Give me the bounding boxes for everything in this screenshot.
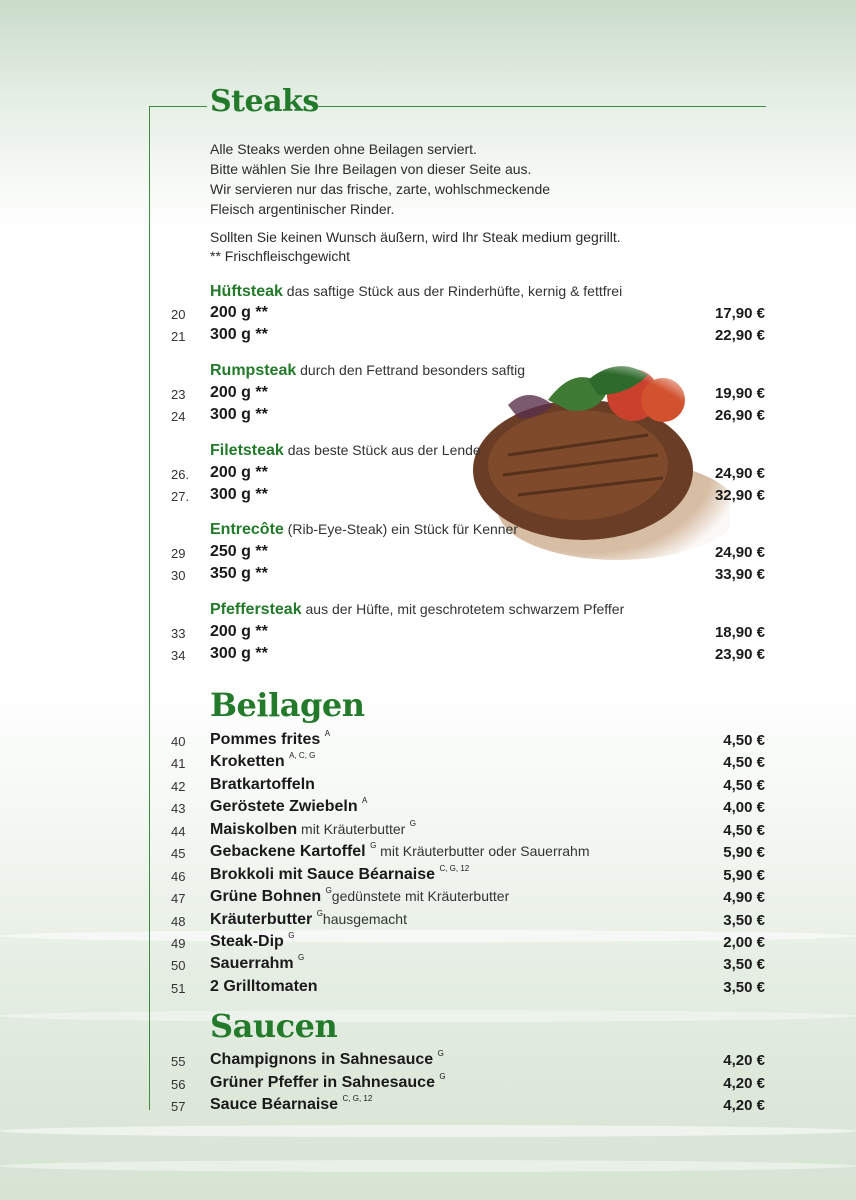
- item-number: 27.: [171, 489, 190, 504]
- item-weight: 200 g **: [210, 304, 268, 321]
- item-number: 21: [171, 329, 186, 344]
- item-weight: 200 g **: [210, 623, 268, 640]
- menu-row: [0, 645, 856, 667]
- menu-row: [0, 1096, 856, 1118]
- item-number: 50: [171, 958, 186, 973]
- item-price: 4,90 €: [723, 889, 765, 906]
- item-price: 26,90 €: [714, 407, 765, 424]
- item-note: mit Kräuterbutter: [297, 821, 406, 837]
- intro-line: Fleisch argentinischer Rinder.: [210, 201, 395, 217]
- allergen-code: A: [362, 796, 368, 805]
- item-weight: 250 g **: [210, 543, 268, 560]
- steak-category-desc: (Rib-Eye-Steak) ein Stück für Kenner: [283, 521, 519, 537]
- item-weight: 200 g **: [210, 384, 268, 401]
- steak-category: [210, 442, 481, 460]
- menu-row: [0, 843, 856, 865]
- item-price: 5,90 €: [723, 867, 765, 884]
- item-label: Champignons in Sahnesauce: [210, 1051, 434, 1068]
- item-name: [210, 798, 367, 816]
- steak-category: [210, 601, 624, 619]
- item-number: 30: [171, 568, 186, 583]
- steak-category-desc: aus der Hüfte, mit geschrotetem schwarzem Pfeffer: [301, 601, 625, 617]
- allergen-code: G: [288, 931, 295, 940]
- item-number: 23: [171, 387, 186, 402]
- item-label: 2 Grilltomaten: [210, 978, 318, 995]
- item-label: Steak-Dip: [210, 933, 284, 950]
- intro-line: ** Frischfleischgewicht: [210, 248, 351, 264]
- item-label: Sauce Béarnaise: [210, 1096, 339, 1113]
- item-weight: 300 g **: [210, 486, 268, 503]
- allergen-code: G: [439, 1072, 446, 1081]
- item-number: 47: [171, 891, 186, 906]
- allergen-code: G: [325, 886, 332, 895]
- item-price: 5,90 €: [723, 844, 765, 861]
- item-number: 56: [171, 1077, 186, 1092]
- item-number: 57: [171, 1099, 186, 1114]
- menu-row: [0, 406, 856, 428]
- menu-row: [0, 888, 856, 910]
- item-price: 4,20 €: [723, 1052, 765, 1069]
- menu-row: [0, 304, 856, 326]
- steaks-intro-note: [210, 228, 730, 266]
- item-name: [210, 911, 407, 929]
- menu-row: [0, 798, 856, 820]
- item-name: [210, 955, 304, 973]
- item-number: 48: [171, 914, 186, 929]
- item-number: 29: [171, 546, 186, 561]
- item-name: [210, 866, 469, 884]
- steak-category-name: Pfeffersteak: [210, 601, 302, 618]
- steak-category: [210, 362, 525, 380]
- item-number: 55: [171, 1054, 186, 1069]
- item-number: 34: [171, 648, 186, 663]
- steak-category-name: Hüftsteak: [210, 283, 283, 300]
- item-price: 4,00 €: [723, 799, 765, 816]
- item-label: Brokkoli mit Sauce Béarnaise: [210, 866, 435, 883]
- item-price: 3,50 €: [723, 979, 765, 996]
- item-number: 43: [171, 801, 186, 816]
- item-price: 4,50 €: [723, 732, 765, 749]
- menu-row: [0, 623, 856, 645]
- menu-row: [0, 1074, 856, 1096]
- allergen-code: G: [409, 819, 416, 828]
- menu-row: [0, 384, 856, 406]
- item-number: 45: [171, 846, 186, 861]
- item-price: 3,50 €: [723, 912, 765, 929]
- item-name: [210, 843, 590, 861]
- menu-row: [0, 978, 856, 1000]
- allergen-code: G: [298, 953, 305, 962]
- item-price: 19,90 €: [714, 385, 765, 402]
- background-wave: [0, 1010, 856, 1022]
- item-name: [210, 1096, 372, 1114]
- menu-row: [0, 1051, 856, 1073]
- steaks-intro: [210, 139, 730, 219]
- menu-row: [0, 543, 856, 565]
- menu-row: [0, 933, 856, 955]
- steak-category: [210, 521, 518, 539]
- item-number: 41: [171, 756, 186, 771]
- item-price: 17,90 €: [714, 305, 765, 322]
- allergen-code: A, C, G: [289, 751, 316, 760]
- allergen-code: G: [437, 1049, 444, 1058]
- item-number: 40: [171, 734, 186, 749]
- steak-category-desc: das saftige Stück aus der Rinderhüfte, kernig & fettfrei: [282, 283, 623, 299]
- allergen-code: C, G, 12: [439, 864, 470, 873]
- item-name: [210, 753, 315, 771]
- item-price: 18,90 €: [714, 624, 765, 641]
- item-price: 23,90 €: [714, 646, 765, 663]
- item-name: [210, 978, 318, 996]
- item-label: Gebackene Kartoffel: [210, 843, 366, 860]
- item-price: 32,90 €: [714, 487, 765, 504]
- menu-row: [0, 326, 856, 348]
- item-name: [210, 888, 509, 906]
- item-note: gedünstete mit Kräuterbutter: [331, 888, 510, 904]
- item-weight: 350 g **: [210, 565, 268, 582]
- item-price: 4,50 €: [723, 777, 765, 794]
- section-heading-saucen: Saucen: [210, 1007, 338, 1045]
- background-wave: [0, 1125, 856, 1137]
- menu-row: [0, 486, 856, 508]
- item-label: Grüne Bohnen: [210, 888, 322, 905]
- item-price: 3,50 €: [723, 956, 765, 973]
- item-note: hausgemacht: [322, 911, 407, 927]
- item-number: 20: [171, 307, 186, 322]
- item-number: 42: [171, 779, 186, 794]
- section-heading-steaks: Steaks: [210, 84, 319, 119]
- menu-row: [0, 866, 856, 888]
- frame-line-top-left: [149, 106, 207, 107]
- frame-line-top-right: [312, 106, 766, 107]
- allergen-code: A: [324, 729, 331, 738]
- item-weight: 200 g **: [210, 464, 268, 481]
- background-wave: [0, 1160, 856, 1172]
- item-label: Kräuterbutter: [210, 911, 313, 928]
- item-number: 26.: [171, 467, 190, 482]
- item-number: 33: [171, 626, 186, 641]
- item-price: 22,90 €: [714, 327, 765, 344]
- item-number: 44: [171, 824, 186, 839]
- menu-row: [0, 821, 856, 843]
- allergen-code: C, G, 12: [342, 1094, 373, 1103]
- item-number: 24: [171, 409, 186, 424]
- item-label: Bratkartoffeln: [210, 776, 315, 793]
- item-label: Pommes frites: [210, 731, 321, 748]
- intro-line: Wir servieren nur das frische, zarte, wohlschmeckende: [210, 181, 551, 197]
- item-number: 51: [171, 981, 186, 996]
- item-name: [210, 1074, 446, 1092]
- menu-row: [0, 464, 856, 486]
- section-heading-beilagen: Beilagen: [210, 686, 365, 724]
- item-price: 4,50 €: [723, 822, 765, 839]
- item-name: [210, 776, 315, 794]
- item-note: mit Kräuterbutter oder Sauerrahm: [376, 843, 590, 859]
- item-price: 24,90 €: [714, 465, 765, 482]
- allergen-code: G: [316, 909, 323, 918]
- item-price: 4,20 €: [723, 1097, 765, 1114]
- item-weight: 300 g **: [210, 326, 268, 343]
- item-label: Grüner Pfeffer in Sahnesauce: [210, 1074, 435, 1091]
- item-weight: 300 g **: [210, 645, 268, 662]
- intro-line: Alle Steaks werden ohne Beilagen serviert.: [210, 141, 477, 157]
- menu-row: [0, 731, 856, 753]
- menu-row: [0, 955, 856, 977]
- steak-category-name: Rumpsteak: [210, 362, 297, 379]
- item-label: Maiskolben: [210, 821, 298, 838]
- item-price: 33,90 €: [714, 566, 765, 583]
- item-name: [210, 1051, 444, 1069]
- item-label: Kroketten: [210, 753, 285, 770]
- item-name: [210, 731, 330, 749]
- allergen-code: G: [370, 841, 377, 850]
- steak-category-name: Filetsteak: [210, 442, 284, 459]
- item-label: Sauerrahm: [210, 955, 294, 972]
- item-number: 49: [171, 936, 186, 951]
- item-price: 2,00 €: [723, 934, 765, 951]
- steak-category: [210, 283, 622, 301]
- item-price: 24,90 €: [714, 544, 765, 561]
- menu-row: [0, 565, 856, 587]
- intro-line: Bitte wählen Sie Ihre Beilagen von dieser Seite aus.: [210, 161, 532, 177]
- menu-row: [0, 911, 856, 933]
- item-weight: 300 g **: [210, 406, 268, 423]
- item-name: [210, 933, 294, 951]
- item-price: 4,20 €: [723, 1075, 765, 1092]
- steak-category-name: Entrecôte: [210, 521, 284, 538]
- steak-category-desc: das beste Stück aus der Lende: [283, 442, 481, 458]
- item-number: 46: [171, 869, 186, 884]
- intro-line: Sollten Sie keinen Wunsch äußern, wird Ihr Steak medium gegrillt.: [210, 229, 621, 245]
- item-name: [210, 821, 416, 839]
- item-price: 4,50 €: [723, 754, 765, 771]
- menu-row: [0, 753, 856, 775]
- item-label: Geröstete Zwiebeln: [210, 798, 358, 815]
- steak-category-desc: durch den Fettrand besonders saftig: [296, 362, 526, 378]
- menu-row: [0, 776, 856, 798]
